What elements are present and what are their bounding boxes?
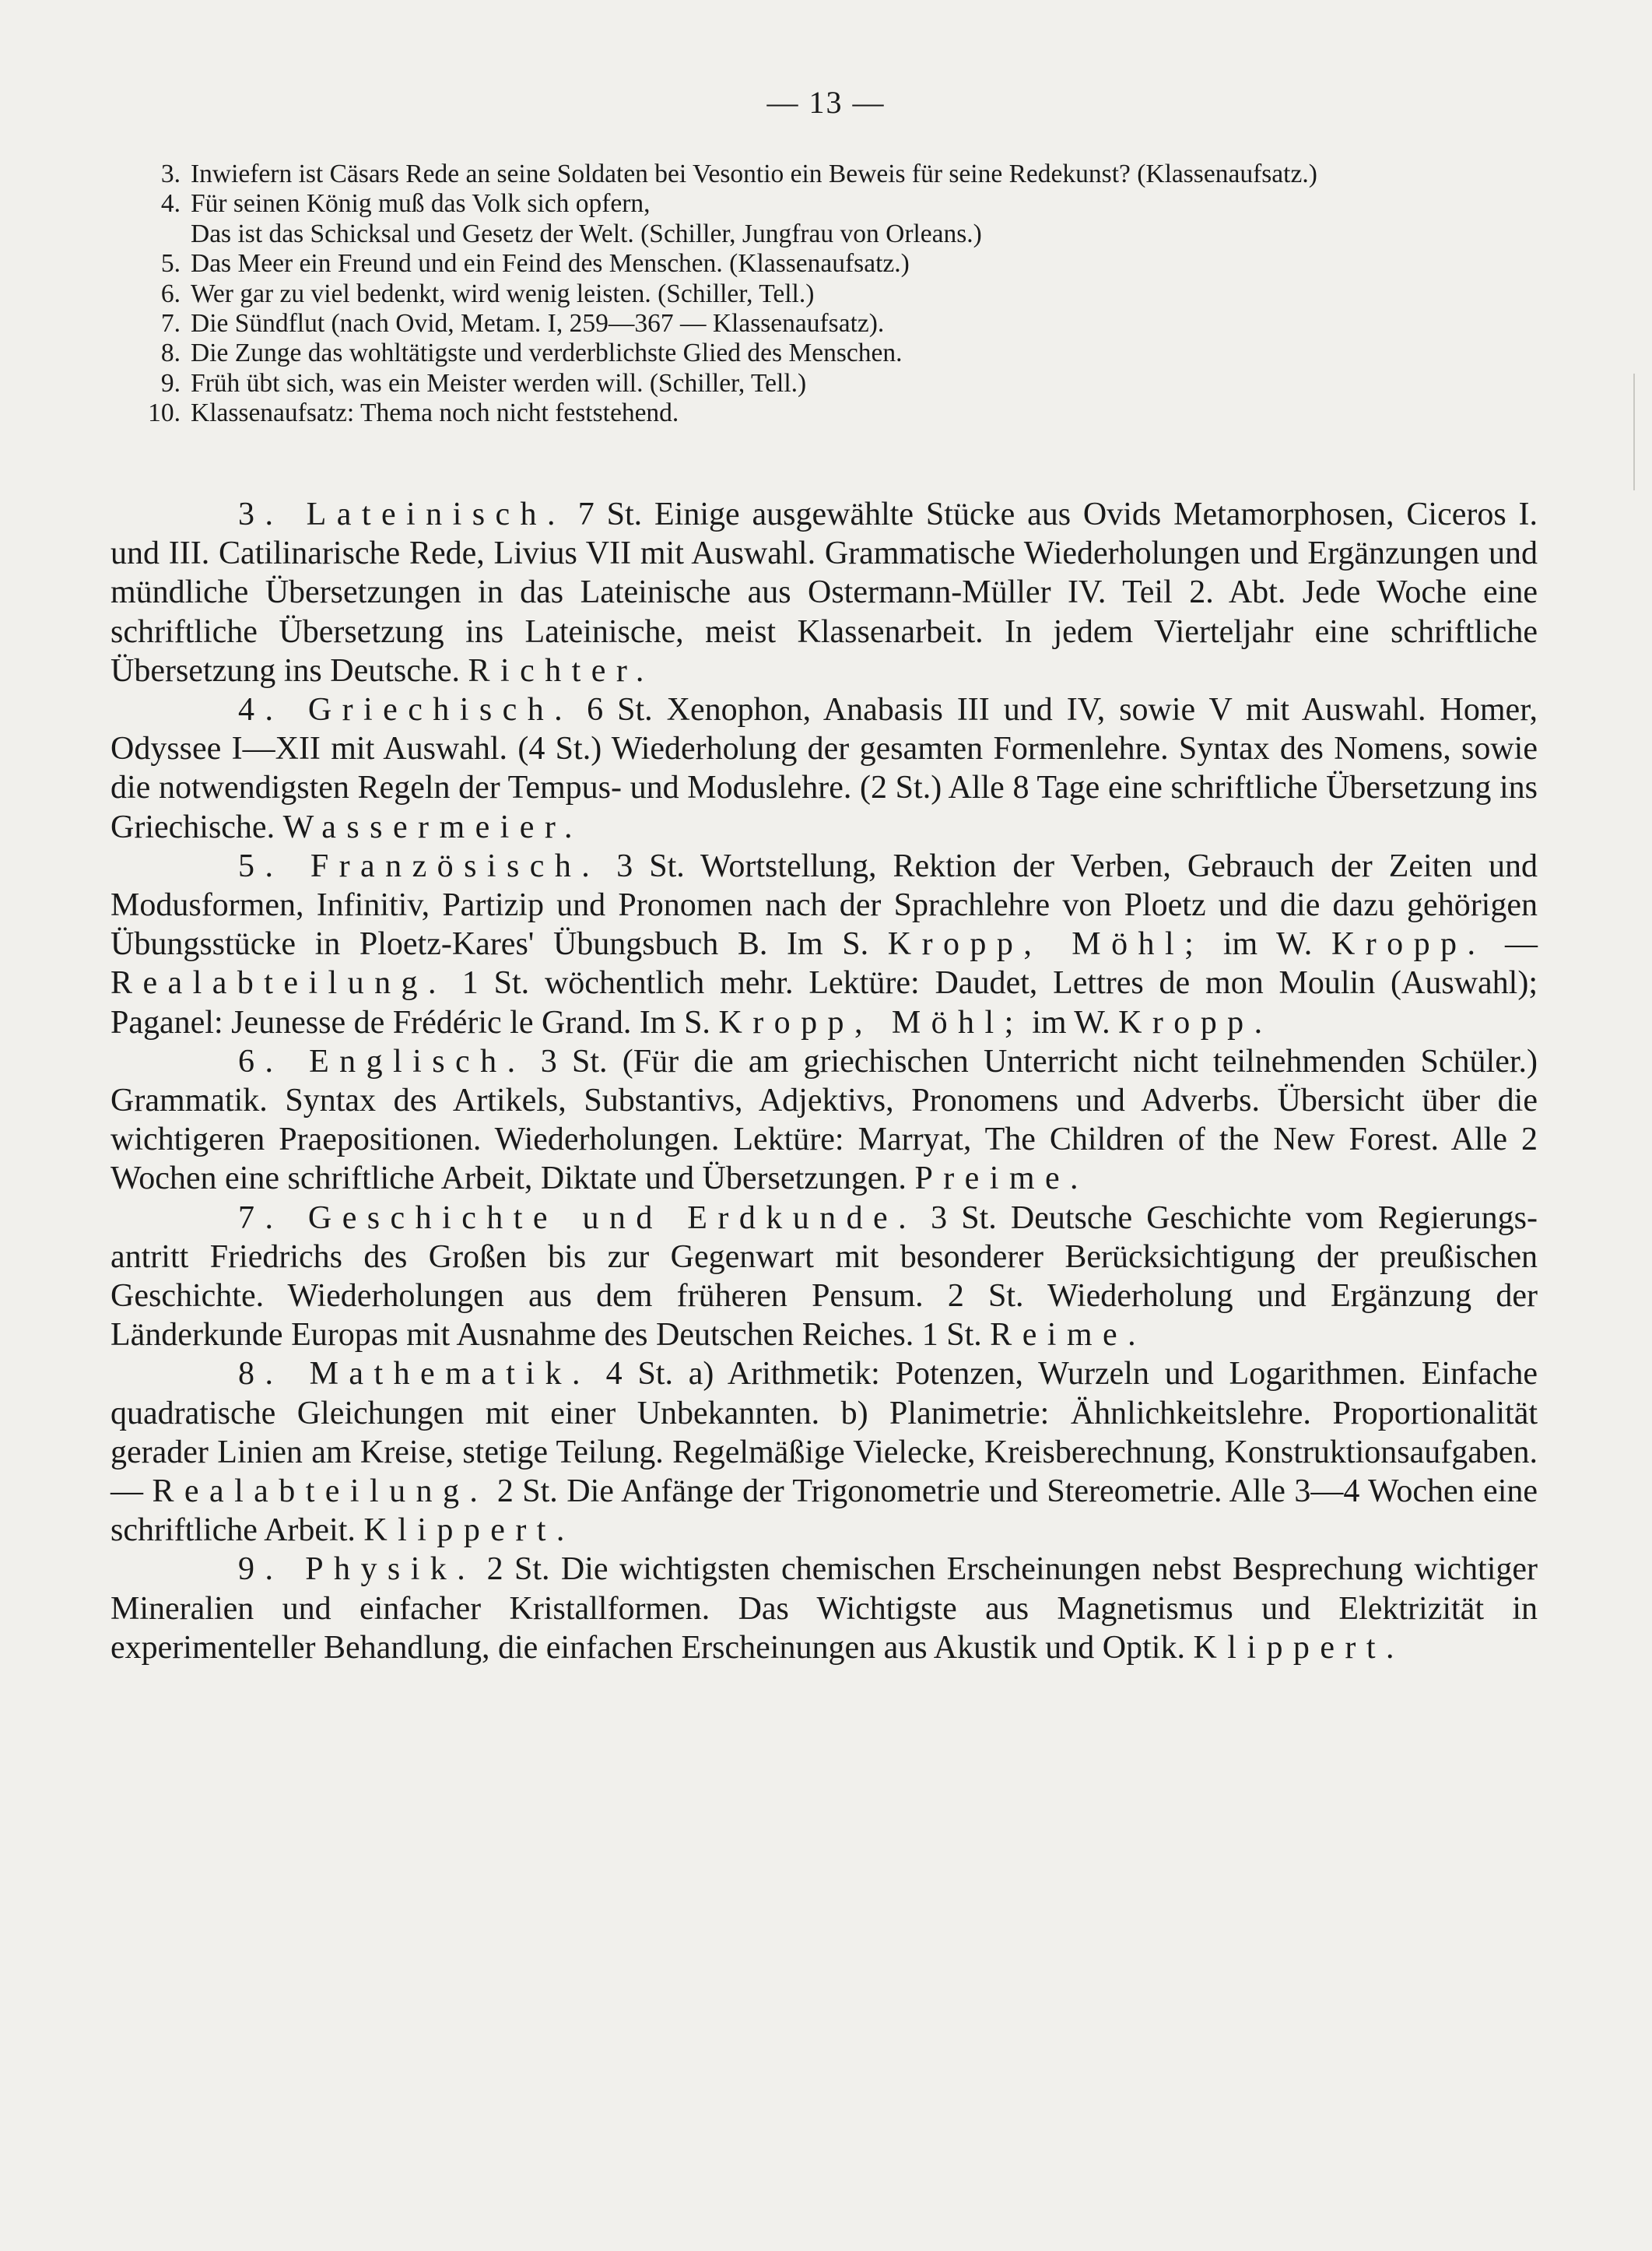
teacher-name: Reime. <box>990 1317 1147 1354</box>
paragraph-franzoesisch <box>110 847 1538 1042</box>
list-item <box>109 309 1556 339</box>
list-item-text: Für seinen König muß das Volk sich opfern, <box>191 189 651 219</box>
teacher-name: Kropp. <box>1331 926 1486 963</box>
paragraph-text: 4 St. a) Arithmetik: Potenzen, Wurzeln und Logarithmen. Einfache quadratische Gleichungen mit einer Unbekannten. b) Planimetrie: Ähnlichkeitslehre. Proportionalität gerader Linien am Kreise, stetige Teilung. Regelmäßige Vielecke, Kreisberechnung, Konstruktionsaufgaben. — <box>110 1356 1538 1510</box>
list-item-number: 3. <box>160 160 181 188</box>
paragraph-text: 2 St. Die Anfänge der Trigonometrie und Stereometrie. Alle 3—4 Wochen eine schriftliche Arbeit. <box>110 1473 1538 1549</box>
list-item <box>109 189 1556 219</box>
list-item <box>109 339 1556 368</box>
dash: — <box>1505 926 1538 963</box>
paragraph-geschichte <box>110 1199 1538 1355</box>
subject-heading: 7. Geschichte und Erdkunde. <box>238 1199 917 1236</box>
curriculum-body <box>110 495 1538 1667</box>
paragraph-text: 3 St. Wortstellung, Rektion der Verben, Gebrauch der Zeiten und Modusformen, Infinitiv, Partizip und Pronomen nach der Sprachlehre von Ploetz und die dazu gehörigen Übungsstücke in Ploetz-Kares' Übungsbuch B. Im S. <box>110 848 1538 963</box>
list-item-text: Das Meer ein Freund und ein Feind des Menschen. (Klassenaufsatz.) <box>191 249 910 279</box>
subject-heading: 3. Lateinisch. <box>238 497 566 532</box>
teacher-name: Kropp, Möhl; <box>718 1004 1024 1041</box>
list-item-number: 7. <box>160 309 181 339</box>
paragraph-text: 2 St. Die wichtigsten chemischen Erscheinungen nebst Besprechung wichtiger Mineralien und einfacher Kristallformen. Das Wichtigste aus Magnetismus und Elektrizität in experimenteller Behandlung, die einfachen Erscheinungen aus Akustik und Optik. <box>110 1551 1538 1666</box>
paragraph-text: 3 St. (Für die am griechischen Unterricht nicht teilnehmenden Schüler.) Grammatik. Syntax des Artikels, Substantivs, Adjektivs, Pronomens und Adverbs. Übersicht über die wichtigeren Praepositionen. Wiederholungen. Lektüre: Marryat, The Children of the New Forest. Alle 2 Wochen eine schriftliche Arbeit, Diktate und Übersetzungen. <box>110 1043 1538 1197</box>
paragraph-mathematik <box>110 1354 1538 1550</box>
list-item-text: Die Sündflut (nach Ovid, Metam. I, 259—367 — Klassenaufsatz). <box>191 309 885 339</box>
paragraph-latein <box>110 495 1538 690</box>
section-label: Realabteilung. <box>110 965 447 1002</box>
paragraph-text: 7 St. Einige ausgewählte Stücke aus Ovids Metamorphosen, Ciceros I. und III. Catilinarische Rede, Livius VII mit Auswahl. Grammatische Wiederholungen und Ergänzungen und mündliche Übersetzungen in das Lateinische aus Ostermann-Müller IV. Teil 2. Abt. Jede Woche eine schriftliche Übersetzung ins Lateinische, meist Klassenarbeit. In jedem Vierteljahr eine schriftliche Übersetzung ins Deutsche. <box>110 497 1538 689</box>
paragraph-text: 3 St. Deutsche Geschichte vom Regierungsantritt Friedrichs des Großen bis zur Gegenwart mit besonderer Berücksichtigung der preußischen Geschichte. Wiederholungen aus dem früheren Pensum. 2 St. Wiederholung und Ergänzung der Länderkunde Europas mit Ausnahme des Deutschen Reiches. 1 St. <box>110 1199 1538 1354</box>
teacher-name: Klippert. <box>1193 1629 1405 1666</box>
list-item <box>109 160 1556 189</box>
teacher-name: Kropp, Möhl; <box>887 926 1205 963</box>
subject-heading: 6. Englisch. <box>238 1043 526 1080</box>
list-item <box>109 399 1556 428</box>
essay-topics-list <box>109 160 1556 429</box>
list-item-text: Früh übt sich, was ein Meister werden will. (Schiller, Tell.) <box>191 368 807 398</box>
teacher-name: Preime. <box>914 1161 1089 1197</box>
list-item <box>109 279 1556 309</box>
list-item-text: Die Zunge das wohltätigste und verderblichste Glied des Menschen. <box>191 339 903 368</box>
list-item-number: 4. <box>160 189 181 219</box>
paragraph-physik <box>110 1550 1538 1667</box>
page-edge-shadow <box>1633 374 1635 490</box>
teacher-name: Klippert. <box>363 1512 575 1549</box>
list-item <box>109 249 1556 279</box>
paragraph-englisch <box>110 1042 1538 1199</box>
list-item-number: 8. <box>160 339 181 368</box>
section-label: Realabteilung. <box>152 1473 489 1510</box>
list-item <box>109 369 1556 399</box>
list-item-number: 9. <box>160 368 181 398</box>
teacher-name: Wassermeier. <box>282 809 583 845</box>
page-number: — 13 — <box>766 85 886 120</box>
paragraph-griechisch <box>110 690 1538 847</box>
list-item-text: Klassenaufsatz: Thema noch nicht feststehend. <box>191 399 679 428</box>
paragraph-text: im W. <box>1222 926 1313 963</box>
list-item-number: 6. <box>160 279 181 308</box>
list-item-text: Wer gar zu viel bedenkt, wird wenig leisten. (Schiller, Tell.) <box>191 279 815 308</box>
list-item-continuation: Das ist das Schicksal und Gesetz der Welt. (Schiller, Jungfrau von Orleans.) <box>191 219 982 248</box>
subject-heading: 8. Mathematik. <box>238 1356 591 1392</box>
list-item-number: 10. <box>148 399 181 428</box>
teacher-name: Kropp. <box>1118 1004 1273 1041</box>
teacher-name: Richter. <box>468 652 654 689</box>
list-item-text: Inwiefern ist Cäsars Rede an seine Soldaten bei Vesontio ein Beweis für seine Redekunst? (Klassenaufsatz.) <box>191 160 1317 188</box>
paragraph-text: im W. <box>1032 1004 1110 1041</box>
subject-heading: 5. Französisch. <box>238 848 601 884</box>
paragraph-text: 6 St. Xenophon, Anabasis III und IV, sowie V mit Auswahl. Homer, Odyssee I—XII mit Auswahl. (4 St.) Wiederholung der gesamten Formenlehre. Syntax des Nomens, sowie die notwendigsten Regeln der Tempus- und Moduslehre. (2 St.) Alle 8 Tage eine schriftliche Übersetzung ins Griechische. <box>110 692 1538 845</box>
subject-heading: 4. Griechisch. <box>238 692 573 729</box>
paragraph-text: 1 St. wöchentlich mehr. Lektüre: Daudet, Lettres de mon Moulin (Auswahl); Paganel: Jeunesse de Frédéric le Grand. Im S. <box>110 965 1538 1041</box>
list-item-number: 5. <box>160 249 181 279</box>
subject-heading: 9. Physik. <box>238 1551 476 1588</box>
